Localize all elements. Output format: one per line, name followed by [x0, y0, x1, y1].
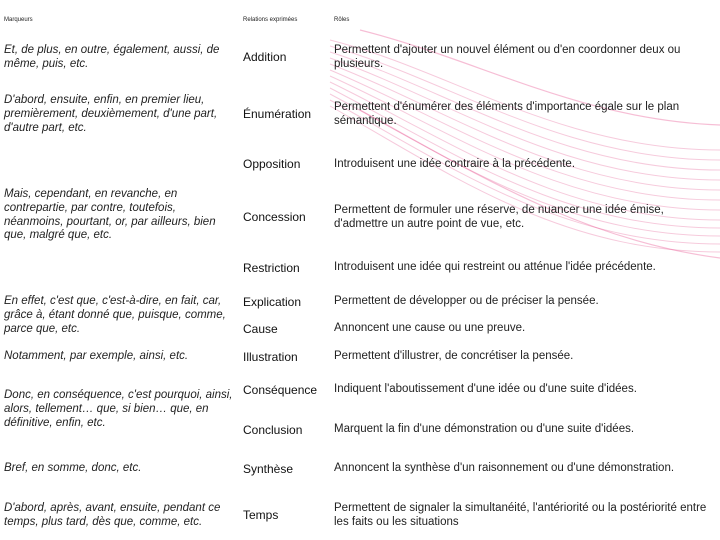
relation-cell: Opposition — [243, 157, 301, 171]
relation-cell: Concession — [243, 210, 306, 224]
relation-cell: Énumération — [243, 107, 312, 121]
marker-cell: Et, de plus, en outre, également, aussi, de même, puis, etc. — [4, 44, 220, 70]
relation-cell: Restriction — [243, 261, 300, 275]
relation-cell: Conclusion — [243, 423, 303, 437]
marker-cell: D'abord, après, avant, ensuite, pendant ce temps, plus tard, dès que, comme, etc. — [4, 502, 221, 528]
relation-cell: Addition — [243, 50, 287, 64]
role-cell: Permettent d'énumérer des éléments d'importance égale sur le plan sémantique. — [334, 101, 680, 127]
marker-cell: Donc, en conséquence, c'est pourquoi, ainsi, alors, tellement… que, si bien… que, en définitive, enfin, etc. — [4, 389, 233, 429]
marker-cell: En effet, c'est que, c'est-à-dire, en fait, car, grâce à, étant donné que, puisque, comme, parce que, etc. — [4, 295, 226, 335]
role-cell: Permettent de signaler la simultanéité, l'antériorité ou la postériorité entre les faits ou les situations — [334, 502, 707, 528]
role-cell: Permettent d'ajouter un nouvel élément ou d'en coordonner deux ou plusieurs. — [334, 44, 681, 70]
relation-cell: Explication — [243, 295, 302, 309]
role-cell: Annoncent une cause ou une preuve. — [334, 322, 526, 334]
header-markers: Marqueurs — [4, 17, 33, 23]
role-cell: Annoncent la synthèse d'un raisonnement ou d'une démonstration. — [334, 462, 675, 474]
marker-cell: Notamment, par exemple, ainsi, etc. — [4, 350, 189, 362]
header-relations: Relations exprimées — [243, 17, 298, 23]
relation-cell: Synthèse — [243, 462, 294, 476]
relation-cell: Illustration — [243, 350, 298, 364]
marker-cell: D'abord, ensuite, enfin, en premier lieu, premièrement, deuxièmement, d'une part, d'autre part, etc. — [4, 94, 218, 134]
header-roles: Rôles — [334, 17, 350, 23]
marker-cell: Bref, en somme, donc, etc. — [4, 462, 142, 474]
role-cell: Introduisent une idée qui restreint ou atténue l'idée précédente. — [334, 261, 656, 273]
role-cell: Permettent d'illustrer, de concrétiser la pensée. — [334, 350, 574, 362]
role-cell: Marquent la fin d'une démonstration ou d'une suite d'idées. — [334, 423, 635, 435]
role-cell: Introduisent une idée contraire à la précédente. — [334, 158, 576, 170]
role-cell: Indiquent l'aboutissement d'une idée ou d'une suite d'idées. — [334, 383, 637, 395]
marker-cell: Mais, cependant, en revanche, en contrepartie, par contre, toutefois, néanmoins, pourtant, or, par ailleurs, bien que, malgré que, etc. — [4, 188, 216, 242]
role-cell: Permettent de formuler une réserve, de nuancer une idée émise, d'admettre un autre point de vue, etc. — [334, 204, 664, 230]
relation-cell: Temps — [243, 508, 279, 522]
role-cell: Permettent de développer ou de préciser la pensée. — [334, 295, 599, 307]
relation-cell: Conséquence — [243, 383, 318, 397]
relation-cell: Cause — [243, 322, 278, 336]
